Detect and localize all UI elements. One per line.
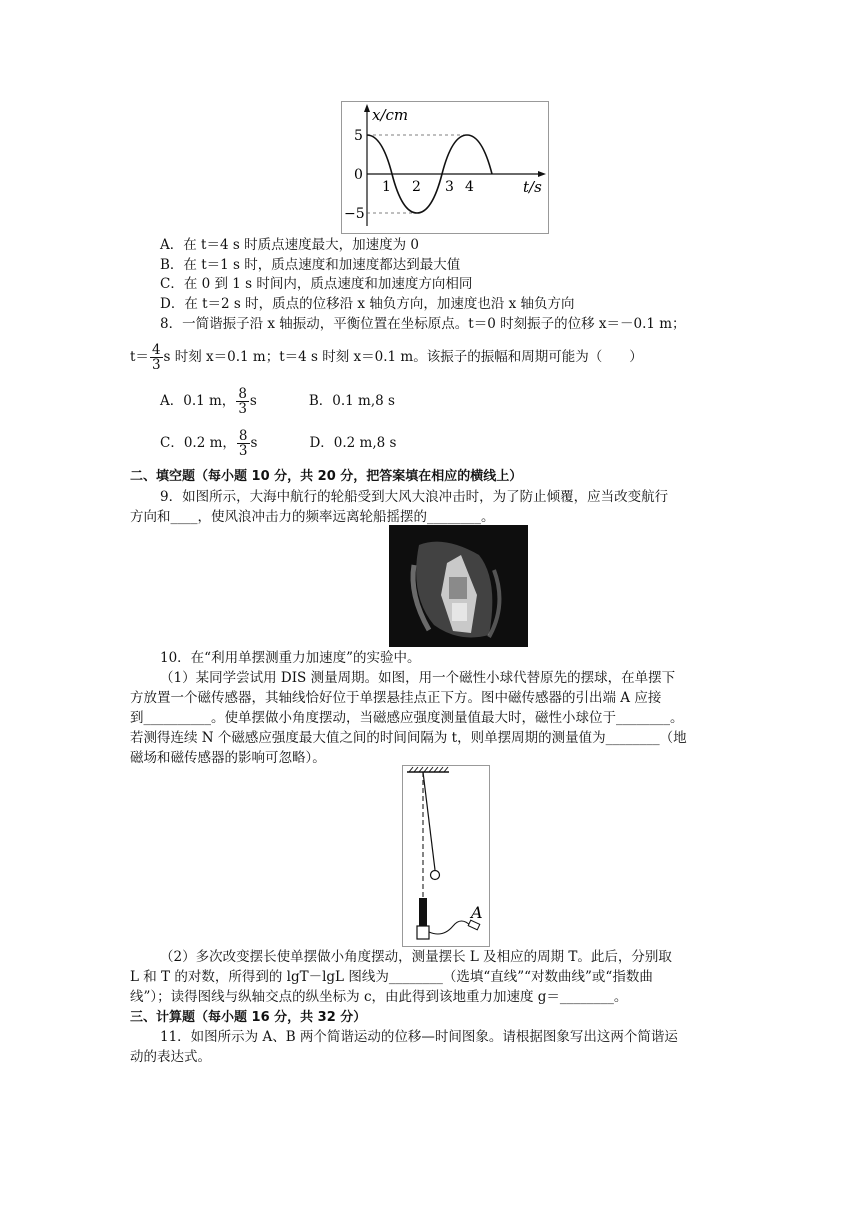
q8-frac-den: 3 bbox=[151, 356, 161, 373]
q10-part2-line3: 线”）；读得图线与纵轴交点的纵坐标为 c，由此得到该地重力加速度 g＝________。 bbox=[130, 989, 628, 1005]
q8-line1: 8．一简谐振子沿 x 轴振动，平衡位置在坐标原点。t＝0 时刻振子的位移 x＝－0.1 m； bbox=[160, 316, 686, 332]
q8-option-a-pre: A．0.1 m， bbox=[160, 392, 236, 409]
q8-option-a-unit: s bbox=[249, 392, 257, 409]
y-tick-neg5: −5 bbox=[344, 206, 365, 222]
q8-fraction bbox=[150, 343, 163, 372]
q10-part1-line1: （1）某同学尝试用 DIS 测量周期。如图，用一个磁性小球代替原先的摆球，在单摆下 bbox=[160, 670, 676, 686]
pendulum-svg bbox=[403, 766, 489, 946]
section2-heading: 二、填空题（每小题 10 分，共 20 分，把答案填在相应的横线上） bbox=[130, 469, 523, 484]
q8-options-row2 bbox=[160, 422, 396, 464]
q7-option-a: A．在 t＝4 s 时质点速度最大，加速度为 0 bbox=[160, 237, 419, 253]
q8-option-c-den: 3 bbox=[238, 442, 248, 459]
ship-photo bbox=[389, 525, 528, 647]
sensor-cable bbox=[429, 921, 471, 934]
ship-photo-svg bbox=[389, 525, 528, 647]
q8-line2 bbox=[130, 336, 643, 378]
q10-part1-line5: 磁场和磁传感器的影响可忽略）。 bbox=[130, 750, 326, 766]
q8-option-b: B．0.1 m,8 s bbox=[308, 392, 395, 409]
q11-line2: 动的表达式。 bbox=[130, 1049, 211, 1065]
q8-options-row1 bbox=[160, 380, 395, 422]
x-axis-label: t/s bbox=[523, 178, 542, 196]
q8-option-c-unit: s bbox=[250, 434, 258, 451]
q8-frac-num: 4 bbox=[151, 341, 161, 358]
sensor-label-a: A bbox=[471, 903, 483, 922]
q8-line2-pre: t＝ bbox=[130, 348, 149, 365]
q7-option-b: B．在 t＝1 s 时，质点速度和加速度都达到最大值 bbox=[160, 257, 461, 273]
x-tick-2: 2 bbox=[412, 179, 421, 195]
q8-option-a-frac bbox=[236, 387, 249, 416]
q11-line1: 11．如图所示为 A、B 两个简谐运动的位移—时间图象。请根据图象写出这两个简谐运 bbox=[160, 1029, 678, 1045]
y-tick-5: 5 bbox=[354, 128, 363, 144]
y-axis-arrow bbox=[364, 104, 370, 112]
xt-graph bbox=[341, 101, 549, 234]
magnetic-ball bbox=[431, 871, 440, 880]
section3-heading: 三、计算题（每小题 16 分，共 32 分） bbox=[130, 1010, 367, 1025]
pendulum-string bbox=[423, 772, 435, 870]
q7-option-d: D．在 t＝2 s 时，质点的位移沿 x 轴负方向，加速度也沿 x 轴负方向 bbox=[160, 296, 575, 312]
pendulum-figure bbox=[402, 765, 490, 947]
xt-graph-svg bbox=[342, 102, 548, 233]
q9-line2: 方向和____，使风浪冲击力的频率远离轮船摇摆的________。 bbox=[130, 509, 495, 525]
x-axis-arrow bbox=[538, 171, 546, 177]
x-tick-4: 4 bbox=[465, 179, 474, 195]
x-tick-3: 3 bbox=[445, 179, 454, 195]
q10-part1-line4: 若测得连续 N 个磁感应强度最大值之间的时间间隔为 t，则单摆周期的测量值为________（地 bbox=[130, 730, 687, 746]
q8-option-c-pre: C．0.2 m， bbox=[160, 434, 236, 451]
q7-option-c: C．在 0 到 1 s 时间内，质点速度和加速度方向相同 bbox=[160, 276, 473, 292]
y-tick-0: 0 bbox=[354, 167, 363, 183]
x-tick-1: 1 bbox=[382, 179, 391, 195]
q10-part1-line3: 到__________。使单摆做小角度摆动，当磁感应强度测量值最大时，磁性小球位于________。 bbox=[130, 710, 684, 726]
q8-option-a-den: 3 bbox=[238, 400, 247, 417]
q8-line2-post: s 时刻 x＝0.1 m；t＝4 s 时刻 x＝0.1 m。该振子的振幅和周期可能为（ ） bbox=[163, 348, 643, 365]
magnetic-sensor-body bbox=[419, 898, 427, 926]
magnetic-sensor-base bbox=[417, 926, 429, 939]
q10-part1-line2: 方放置一个磁传感器，其轴线恰好位于单摆悬挂点正下方。图中磁传感器的引出端 A 应接 bbox=[130, 690, 662, 706]
q10-part2-line2: L 和 T 的对数，所得到的 lgT－lgL 图线为________（选填“直线”“对数曲线”或“指数曲 bbox=[130, 969, 653, 985]
q10-part2-line1: （2）多次改变摆长使单摆做小角度摆动，测量摆长 L 及相应的周期 T。此后，分别取 bbox=[160, 949, 672, 965]
q8-option-c-frac bbox=[237, 429, 250, 458]
q9-line1: 9．如图所示，大海中航行的轮船受到大风大浪冲击时，为了防止倾覆，应当改变航行 bbox=[160, 489, 669, 505]
q8-option-c-num: 8 bbox=[238, 427, 248, 444]
q8-option-a-num: 8 bbox=[238, 385, 247, 402]
q10-title: 10．在“利用单摆测重力加速度”的实验中。 bbox=[160, 650, 421, 666]
q8-option-d: D．0.2 m,8 s bbox=[309, 434, 397, 451]
y-axis-label: x/cm bbox=[372, 106, 409, 124]
